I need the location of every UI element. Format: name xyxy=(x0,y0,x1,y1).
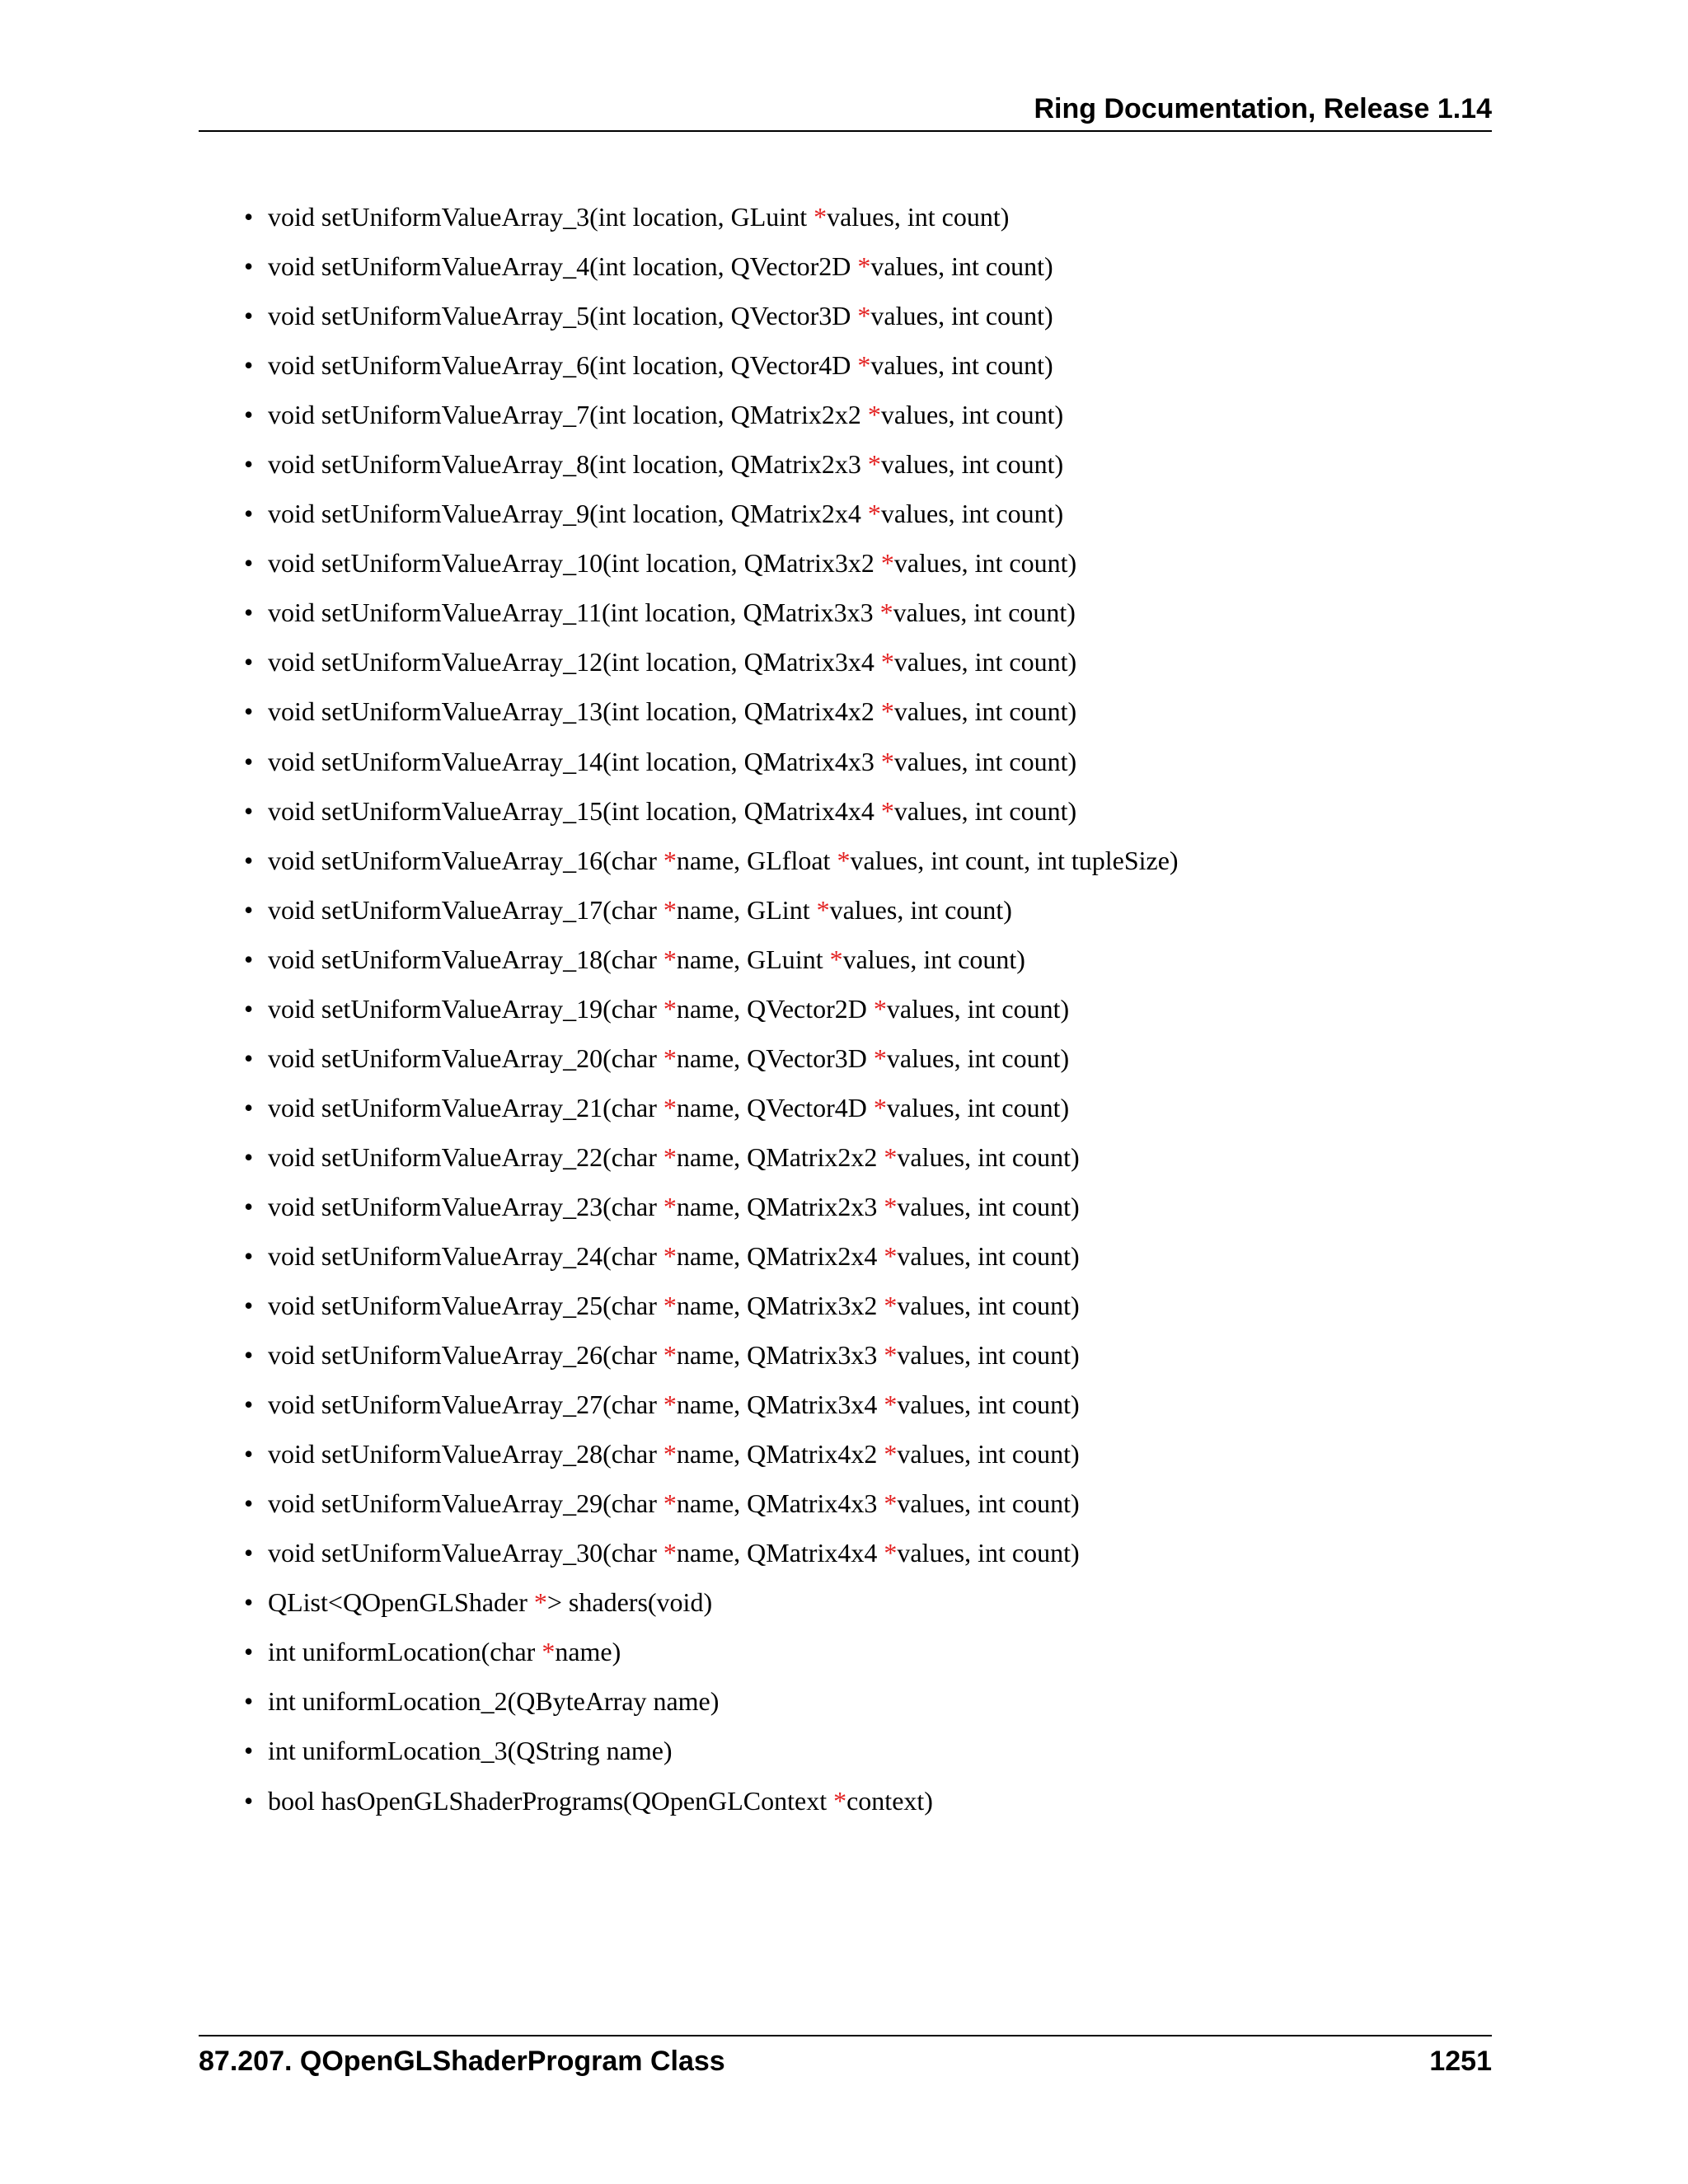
list-item xyxy=(244,1586,1179,1635)
method-signature-text: name, QMatrix2x2 xyxy=(676,1141,884,1172)
method-signature-text: void setUniformValueArray_5(int location, QVector3D xyxy=(268,301,858,331)
method-signature-text: values, int count) xyxy=(886,1043,1070,1073)
method-signature-text: void setUniformValueArray_21(char xyxy=(268,1092,663,1122)
page-header xyxy=(199,92,1492,132)
bullet-icon: • xyxy=(244,598,254,628)
list-item xyxy=(244,349,1179,398)
pointer-asterisk: * xyxy=(663,1390,677,1420)
document-title: Ring Documentation, Release 1.14 xyxy=(1034,93,1492,124)
method-signature-text: values, int count) xyxy=(827,202,1010,232)
list-item xyxy=(244,844,1179,893)
method-signature-text: values, int count) xyxy=(893,548,1077,579)
method-signature-text: values, int count) xyxy=(880,449,1064,480)
method-signature-text: values, int count) xyxy=(897,1240,1080,1271)
method-signature-text: name, QMatrix3x2 xyxy=(676,1291,884,1321)
bullet-icon: • xyxy=(244,251,254,282)
method-signature-text: void setUniformValueArray_18(char xyxy=(268,944,663,974)
bullet-icon: • xyxy=(244,944,254,974)
bullet-icon: • xyxy=(244,400,254,430)
pointer-asterisk: * xyxy=(542,1637,556,1667)
list-item xyxy=(244,596,1179,645)
method-signature-text: > shaders(void) xyxy=(546,1587,713,1618)
list-item xyxy=(244,1536,1179,1586)
bullet-icon: • xyxy=(244,449,254,480)
list-item xyxy=(244,1685,1179,1734)
pointer-asterisk: * xyxy=(663,1240,677,1271)
method-signature-text: void setUniformValueArray_24(char xyxy=(268,1240,663,1271)
method-signature-text: void setUniformValueArray_30(char xyxy=(268,1538,663,1568)
bullet-icon: • xyxy=(244,1240,254,1271)
method-signature-text: values, int count) xyxy=(880,400,1064,430)
bullet-icon: • xyxy=(244,499,254,529)
method-signature-text: bool hasOpenGLShaderPrograms(QOpenGLContext xyxy=(268,1785,834,1816)
list-item xyxy=(244,448,1179,497)
method-signature-text: values, int count, int tupleSize) xyxy=(850,845,1179,875)
bullet-icon: • xyxy=(244,1340,254,1371)
bullet-icon: • xyxy=(244,301,254,331)
pointer-asterisk: * xyxy=(884,1191,898,1221)
method-signature-text: void setUniformValueArray_25(char xyxy=(268,1291,663,1321)
method-signature-text: void setUniformValueArray_23(char xyxy=(268,1191,663,1221)
bullet-icon: • xyxy=(244,350,254,381)
pointer-asterisk: * xyxy=(873,993,887,1024)
pointer-asterisk: * xyxy=(880,647,894,677)
method-signature-text: name, GLfloat xyxy=(676,845,837,875)
list-item xyxy=(244,1784,1179,1834)
bullet-icon: • xyxy=(244,1092,254,1122)
method-signature-text: int uniformLocation_2(QByteArray name) xyxy=(268,1686,720,1717)
method-signature-text: void setUniformValueArray_16(char xyxy=(268,845,663,875)
bullet-icon: • xyxy=(244,845,254,875)
pointer-asterisk: * xyxy=(884,1340,898,1371)
method-list xyxy=(244,200,1179,1834)
bullet-icon: • xyxy=(244,1291,254,1321)
method-signature-text: QList<QOpenGLShader xyxy=(268,1587,534,1618)
pointer-asterisk: * xyxy=(833,1785,847,1816)
list-item xyxy=(244,1437,1179,1487)
method-signature-text: void setUniformValueArray_17(char xyxy=(268,894,663,925)
bullet-icon: • xyxy=(244,1587,254,1618)
method-signature-text: void setUniformValueArray_10(int location, QMatrix3x2 xyxy=(268,548,881,579)
method-signature-text: name, QVector2D xyxy=(676,993,874,1024)
list-item xyxy=(244,1289,1179,1338)
pointer-asterisk: * xyxy=(663,1043,677,1073)
list-item xyxy=(244,200,1179,250)
method-signature-text: void setUniformValueArray_11(int location, QMatrix3x3 xyxy=(268,598,880,628)
list-item xyxy=(244,1141,1179,1190)
list-item xyxy=(244,1388,1179,1437)
method-signature-text: void setUniformValueArray_8(int location, QMatrix2x3 xyxy=(268,449,868,480)
pointer-asterisk: * xyxy=(663,1092,677,1122)
method-signature-text: void setUniformValueArray_4(int location, QVector2D xyxy=(268,251,858,282)
list-item xyxy=(244,1635,1179,1685)
method-signature-text: values, int count) xyxy=(842,944,1025,974)
pointer-asterisk: * xyxy=(867,449,881,480)
section-title: 87.207. QOpenGLShaderProgram Class xyxy=(199,2046,725,2077)
method-signature-text: values, int count) xyxy=(897,1191,1080,1221)
bullet-icon: • xyxy=(244,1043,254,1073)
method-signature-text: name) xyxy=(555,1637,621,1667)
method-signature-text: name, QMatrix4x2 xyxy=(676,1439,884,1469)
method-signature-text: name, QMatrix3x3 xyxy=(676,1340,884,1371)
list-item xyxy=(244,1091,1179,1141)
method-signature-text: values, int count) xyxy=(829,894,1012,925)
method-signature-text: values, int count) xyxy=(897,1141,1080,1172)
pointer-asterisk: * xyxy=(814,202,828,232)
method-signature-text: values, int count) xyxy=(880,499,1064,529)
method-signature-text: values, int count) xyxy=(897,1488,1080,1519)
method-signature-text: name, QMatrix4x4 xyxy=(676,1538,884,1568)
method-signature-text: name, QMatrix2x3 xyxy=(676,1191,884,1221)
method-signature-text: values, int count) xyxy=(870,350,1053,381)
pointer-asterisk: * xyxy=(663,993,677,1024)
bullet-icon: • xyxy=(244,1736,254,1766)
pointer-asterisk: * xyxy=(867,400,881,430)
list-item xyxy=(244,1734,1179,1783)
bullet-icon: • xyxy=(244,1191,254,1221)
list-item xyxy=(244,497,1179,546)
pointer-asterisk: * xyxy=(857,350,871,381)
list-item xyxy=(244,1190,1179,1240)
list-item xyxy=(244,299,1179,349)
method-signature-text: int uniformLocation(char xyxy=(268,1637,542,1667)
method-signature-text: void setUniformValueArray_29(char xyxy=(268,1488,663,1519)
pointer-asterisk: * xyxy=(663,894,677,925)
bullet-icon: • xyxy=(244,202,254,232)
method-signature-text: name, QVector4D xyxy=(676,1092,874,1122)
pointer-asterisk: * xyxy=(857,251,871,282)
method-signature-text: void setUniformValueArray_14(int location, QMatrix4x3 xyxy=(268,746,881,776)
pointer-asterisk: * xyxy=(884,1141,898,1172)
pointer-asterisk: * xyxy=(663,944,677,974)
method-signature-text: int uniformLocation_3(QString name) xyxy=(268,1736,673,1766)
pointer-asterisk: * xyxy=(884,1240,898,1271)
bullet-icon: • xyxy=(244,894,254,925)
method-signature-text: values, int count) xyxy=(897,1390,1080,1420)
list-item xyxy=(244,1240,1179,1289)
method-signature-text: values, int count) xyxy=(893,647,1077,677)
pointer-asterisk: * xyxy=(884,1488,898,1519)
method-signature-text: values, int count) xyxy=(897,1291,1080,1321)
list-item xyxy=(244,398,1179,448)
pointer-asterisk: * xyxy=(884,1291,898,1321)
method-signature-text: void setUniformValueArray_7(int location, QMatrix2x2 xyxy=(268,400,868,430)
bullet-icon: • xyxy=(244,1637,254,1667)
bullet-icon: • xyxy=(244,1488,254,1519)
pointer-asterisk: * xyxy=(879,598,893,628)
method-signature-text: values, int count) xyxy=(870,301,1053,331)
method-signature-text: values, int count) xyxy=(897,1538,1080,1568)
pointer-asterisk: * xyxy=(867,499,881,529)
method-signature-text: void setUniformValueArray_9(int location, QMatrix2x4 xyxy=(268,499,868,529)
method-signature-text: values, int count) xyxy=(893,598,1076,628)
list-item xyxy=(244,250,1179,299)
list-item xyxy=(244,893,1179,943)
method-signature-text: values, int count) xyxy=(893,795,1077,826)
pointer-asterisk: * xyxy=(663,1291,677,1321)
pointer-asterisk: * xyxy=(663,845,677,875)
method-signature-text: void setUniformValueArray_19(char xyxy=(268,993,663,1024)
method-signature-text: void setUniformValueArray_12(int location, QMatrix3x4 xyxy=(268,647,881,677)
pointer-asterisk: * xyxy=(880,746,894,776)
method-signature-text: void setUniformValueArray_22(char xyxy=(268,1141,663,1172)
method-signature-text: void setUniformValueArray_28(char xyxy=(268,1439,663,1469)
pointer-asterisk: * xyxy=(533,1587,547,1618)
method-signature-text: void setUniformValueArray_26(char xyxy=(268,1340,663,1371)
pointer-asterisk: * xyxy=(857,301,871,331)
method-signature-text: name, QMatrix4x3 xyxy=(676,1488,884,1519)
pointer-asterisk: * xyxy=(880,795,894,826)
list-item xyxy=(244,1042,1179,1091)
pointer-asterisk: * xyxy=(663,1439,677,1469)
bullet-icon: • xyxy=(244,746,254,776)
list-item xyxy=(244,745,1179,794)
method-signature-text: name, QMatrix3x4 xyxy=(676,1390,884,1420)
method-signature-text: void setUniformValueArray_15(int location, QMatrix4x4 xyxy=(268,795,881,826)
bullet-icon: • xyxy=(244,647,254,677)
list-item xyxy=(244,1338,1179,1388)
pointer-asterisk: * xyxy=(880,548,894,579)
list-item xyxy=(244,992,1179,1042)
pointer-asterisk: * xyxy=(663,1340,677,1371)
list-item xyxy=(244,794,1179,844)
method-signature-text: void setUniformValueArray_3(int location, GLuint xyxy=(268,202,814,232)
list-item xyxy=(244,1487,1179,1536)
method-signature-text: void setUniformValueArray_27(char xyxy=(268,1390,663,1420)
pointer-asterisk: * xyxy=(663,1488,677,1519)
method-signature-text: name, GLuint xyxy=(676,944,830,974)
bullet-icon: • xyxy=(244,1439,254,1469)
method-signature-text: context) xyxy=(846,1785,933,1816)
method-signature-text: values, int count) xyxy=(893,746,1077,776)
pointer-asterisk: * xyxy=(884,1439,898,1469)
page-number: 1251 xyxy=(1429,2046,1492,2077)
method-signature-text: values, int count) xyxy=(870,251,1053,282)
bullet-icon: • xyxy=(244,1538,254,1568)
method-signature-text: void setUniformValueArray_13(int location, QMatrix4x2 xyxy=(268,696,881,727)
bullet-icon: • xyxy=(244,1785,254,1816)
pointer-asterisk: * xyxy=(663,1191,677,1221)
list-item xyxy=(244,546,1179,596)
list-item xyxy=(244,943,1179,992)
method-signature-text: void setUniformValueArray_6(int location, QVector4D xyxy=(268,350,858,381)
pointer-asterisk: * xyxy=(884,1390,898,1420)
list-item xyxy=(244,645,1179,695)
method-signature-text: values, int count) xyxy=(897,1439,1080,1469)
method-signature-text: values, int count) xyxy=(897,1340,1080,1371)
pointer-asterisk: * xyxy=(837,845,851,875)
bullet-icon: • xyxy=(244,1141,254,1172)
pointer-asterisk: * xyxy=(829,944,843,974)
page-footer xyxy=(199,2035,1492,2077)
method-signature-text: name, QVector3D xyxy=(676,1043,874,1073)
pointer-asterisk: * xyxy=(884,1538,898,1568)
method-signature-text: name, GLint xyxy=(676,894,817,925)
pointer-asterisk: * xyxy=(880,696,894,727)
bullet-icon: • xyxy=(244,795,254,826)
method-signature-text: values, int count) xyxy=(893,696,1077,727)
bullet-icon: • xyxy=(244,993,254,1024)
bullet-icon: • xyxy=(244,696,254,727)
bullet-icon: • xyxy=(244,1390,254,1420)
method-signature-text: values, int count) xyxy=(886,1092,1070,1122)
bullet-icon: • xyxy=(244,1686,254,1717)
list-item xyxy=(244,695,1179,744)
method-signature-text: values, int count) xyxy=(886,993,1070,1024)
method-signature-text: void setUniformValueArray_20(char xyxy=(268,1043,663,1073)
pointer-asterisk: * xyxy=(873,1092,887,1122)
pointer-asterisk: * xyxy=(663,1141,677,1172)
method-signature-text: name, QMatrix2x4 xyxy=(676,1240,884,1271)
pointer-asterisk: * xyxy=(873,1043,887,1073)
pointer-asterisk: * xyxy=(663,1538,677,1568)
bullet-icon: • xyxy=(244,548,254,579)
pointer-asterisk: * xyxy=(816,894,830,925)
